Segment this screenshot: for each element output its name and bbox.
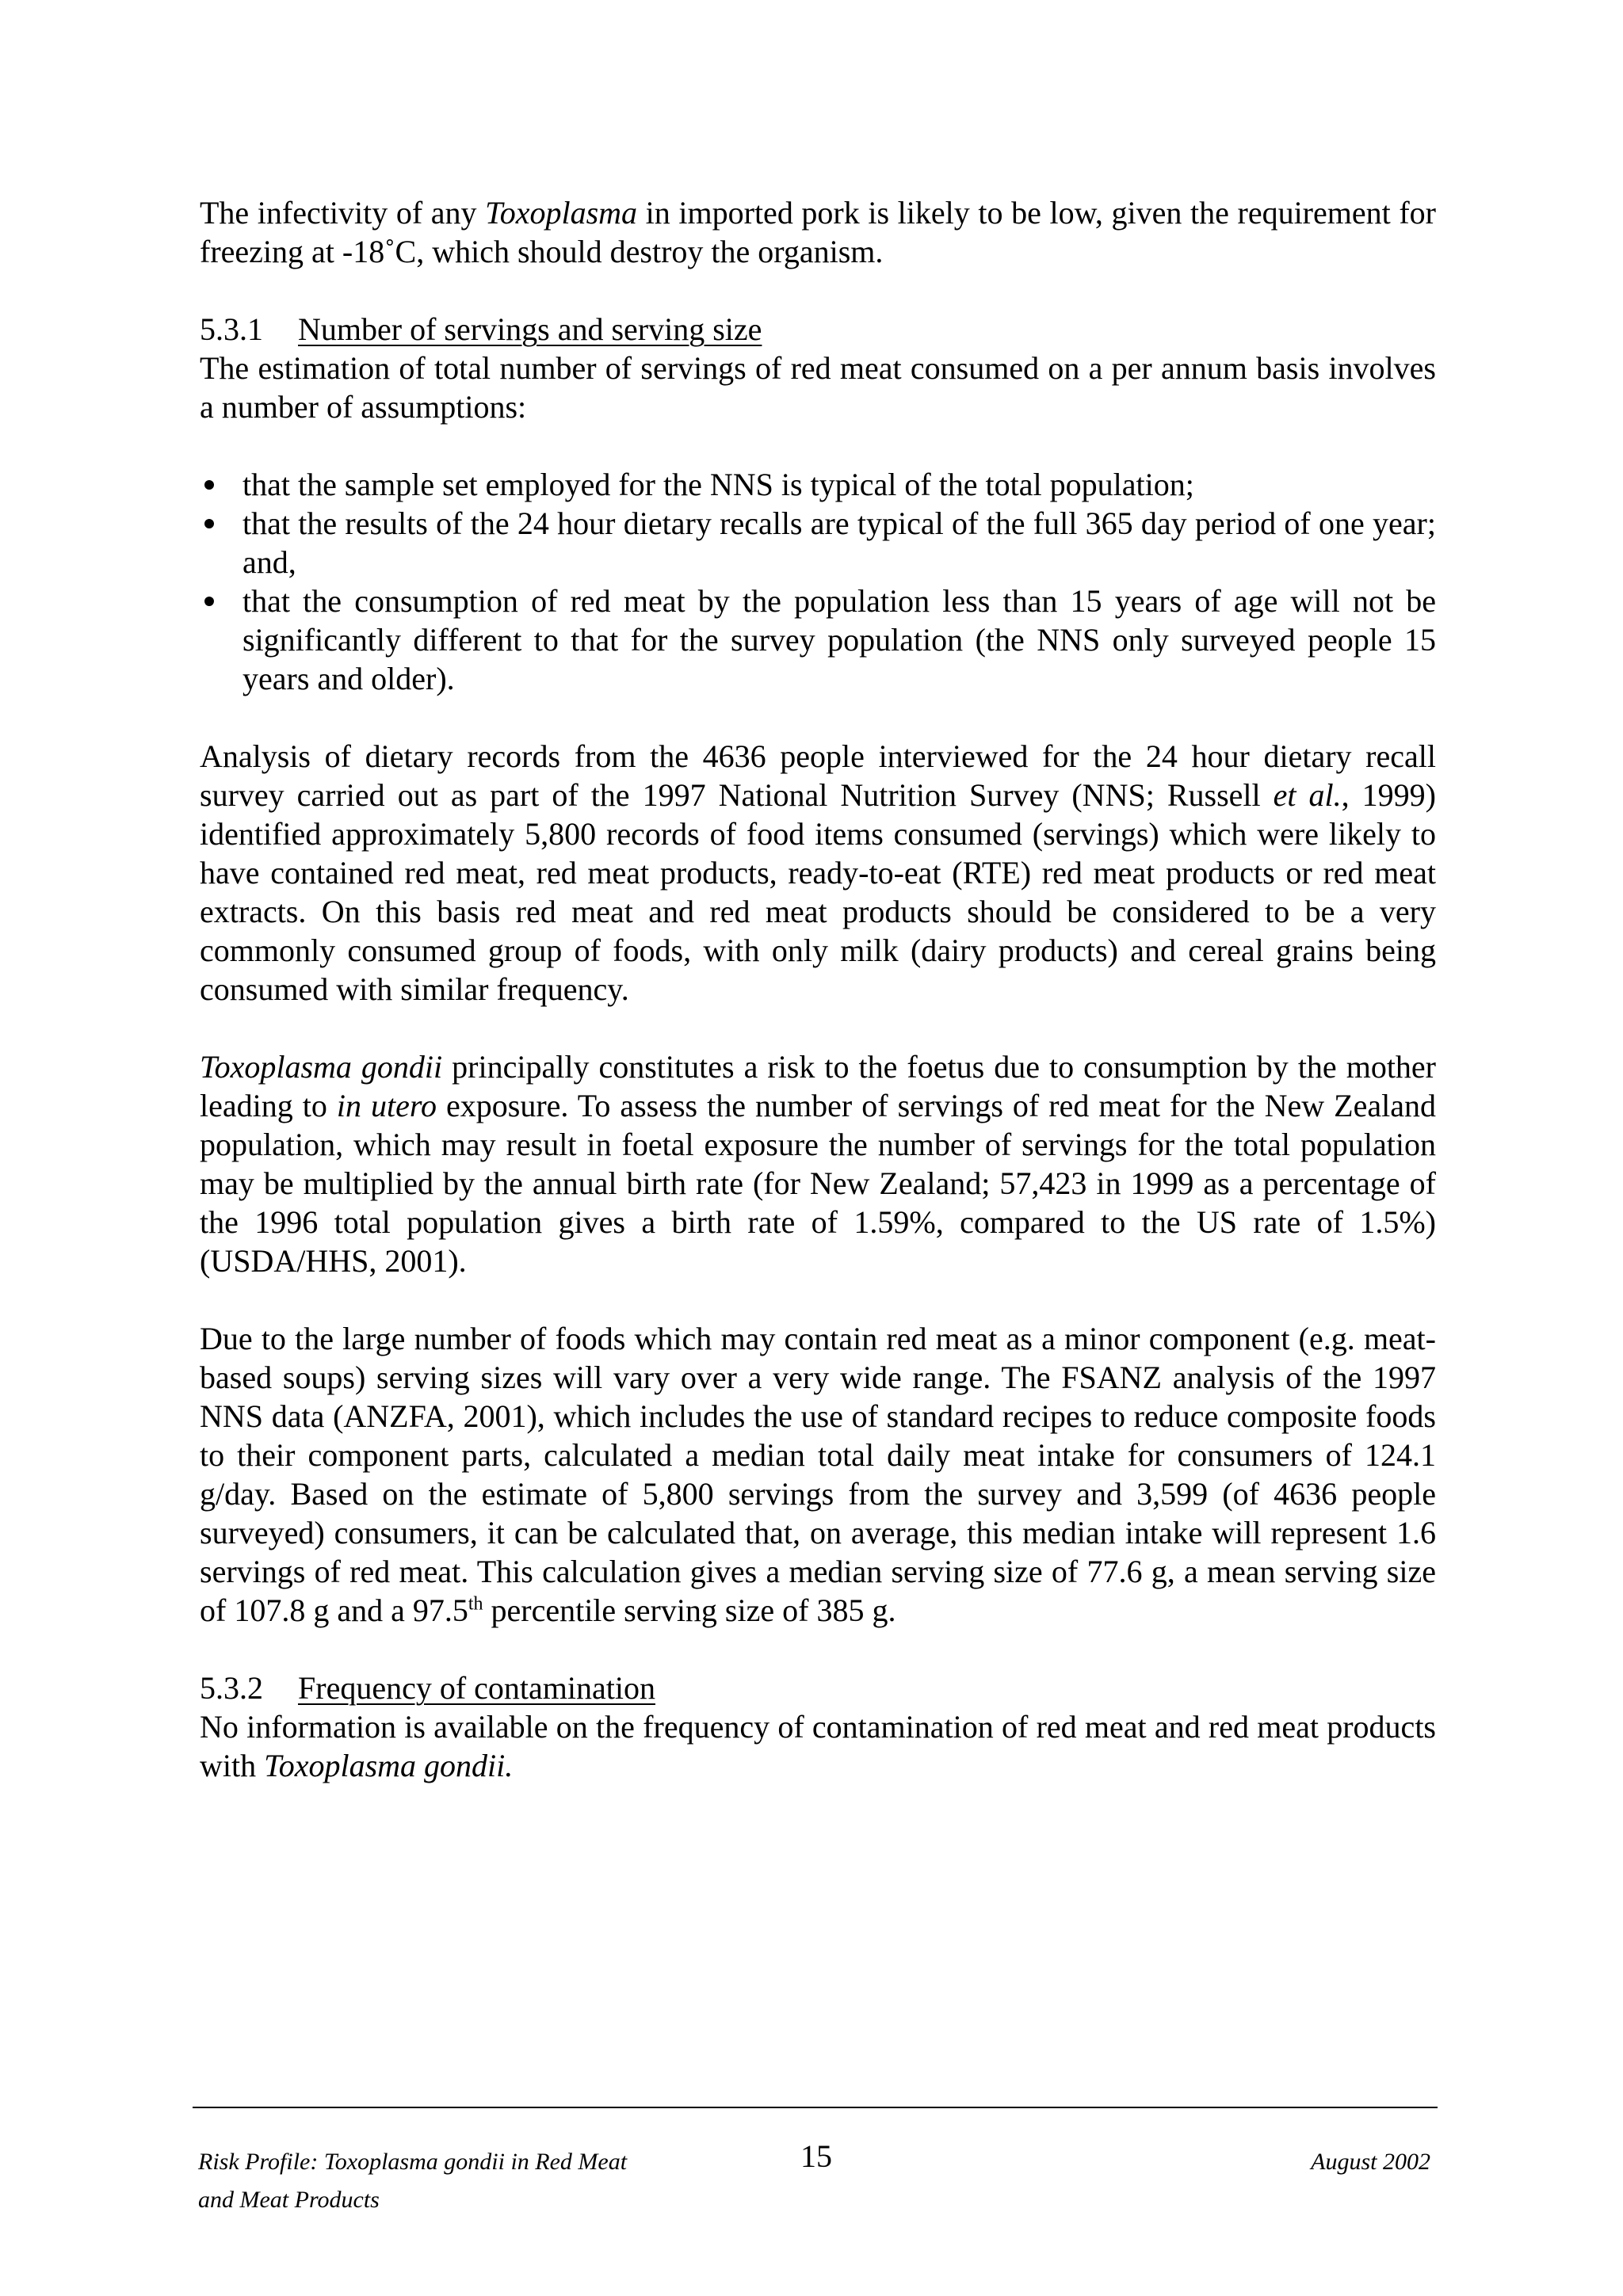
paragraph-serving-sizes: Due to the large number of foods which may contain red meat as a minor component (e.g. meat-based soups) serving sizes will vary over a very wide range. The FSANZ analysis of the 1997 NNS data (ANZFA, 2001), which includes the use of standard recipes to reduce composite foods to their component parts, calculated a median total daily meat intake for consumers of 124.1 g/day. Based on the estimate of 5,800 servings from the survey and 3,599 (of 4636 people surveyed) consumers, it can be calculated that, on average, this median intake will represent 1.6 servings of red meat. This calculation gives a median serving size of 77.6 g, a mean serving size of 107.8 g and a 97.5th percentile serving size of 385 g.	[200, 1321, 1436, 1628]
section-number: 5.3.2	[200, 1670, 263, 1706]
paragraph-dietary-records: Analysis of dietary records from the 4636 people interviewed for the 24 hour dietary recall survey carried out as part of the 1997 National Nutrition Survey (NNS; Russell et al., 1999) identified approximately 5,800 records of food items consumed (servings) which were likely to have contained red meat, red meat products, ready-to-eat (RTE) red meat products or red meat extracts. On this basis red meat and red meat products should be considered to be a very commonly consumed group of foods, with only milk (dairy products) and cereal grains being consumed with similar frequency.	[200, 738, 1436, 1007]
paragraph-infectivity: The infectivity of any Toxoplasma in imported pork is likely to be low, given the requirement for freezing at -18˚C, which should destroy the organism.	[200, 195, 1436, 269]
list-item: that the results of the 24 hour dietary recalls are typical of the full 365 day period of one year; and,	[200, 504, 1436, 582]
bullet-icon	[204, 597, 214, 606]
section-title: Frequency of contamination	[298, 1670, 655, 1706]
page-body	[200, 193, 1436, 1785]
list-item: that the consumption of red meat by the population less than 15 years of age will not be significantly different to that for the survey population (the NNS only surveyed people 15 years and older).	[200, 582, 1436, 698]
page-number: 15	[800, 2138, 832, 2174]
paragraph-foetal-exposure: Toxoplasma gondii principally constitutes a risk to the foetus due to consumption by the mother leading to in utero exposure. To assess the number of servings of red meat for the New Zealand population, which may result in foetal exposure the number of servings for the total population may be multiplied by the annual birth rate (for New Zealand; 57,423 in 1999 as a percentage of the 1996 total population gives a birth rate of 1.59%, compared to the US rate of 1.5%)(USDA/HHS, 2001).	[200, 1049, 1437, 1279]
section-heading-5-3-1	[200, 310, 1436, 349]
paragraph-contamination: No information is available on the frequency of contamination of red meat and red meat products with Toxoplasma gondii.	[200, 1709, 1436, 1783]
assumptions-list	[200, 465, 1436, 698]
paragraph-assumptions-intro: The estimation of total number of servings of red meat consumed on a per annum basis involves a number of assumptions:	[200, 350, 1436, 425]
footer-divider	[193, 2107, 1438, 2108]
section-number: 5.3.1	[200, 311, 263, 347]
footer-document-title: Risk Profile: Toxoplasma gondii in Red Meat and Meat Products	[198, 2149, 628, 2213]
bullet-icon	[204, 519, 214, 528]
footer-date: August 2002	[1311, 2149, 1430, 2175]
bullet-icon	[204, 480, 214, 490]
section-heading-5-3-2	[200, 1669, 1436, 1707]
section-title: Number of servings and serving size	[298, 311, 762, 347]
list-item: that the sample set employed for the NNS is typical of the total population;	[200, 465, 1436, 504]
